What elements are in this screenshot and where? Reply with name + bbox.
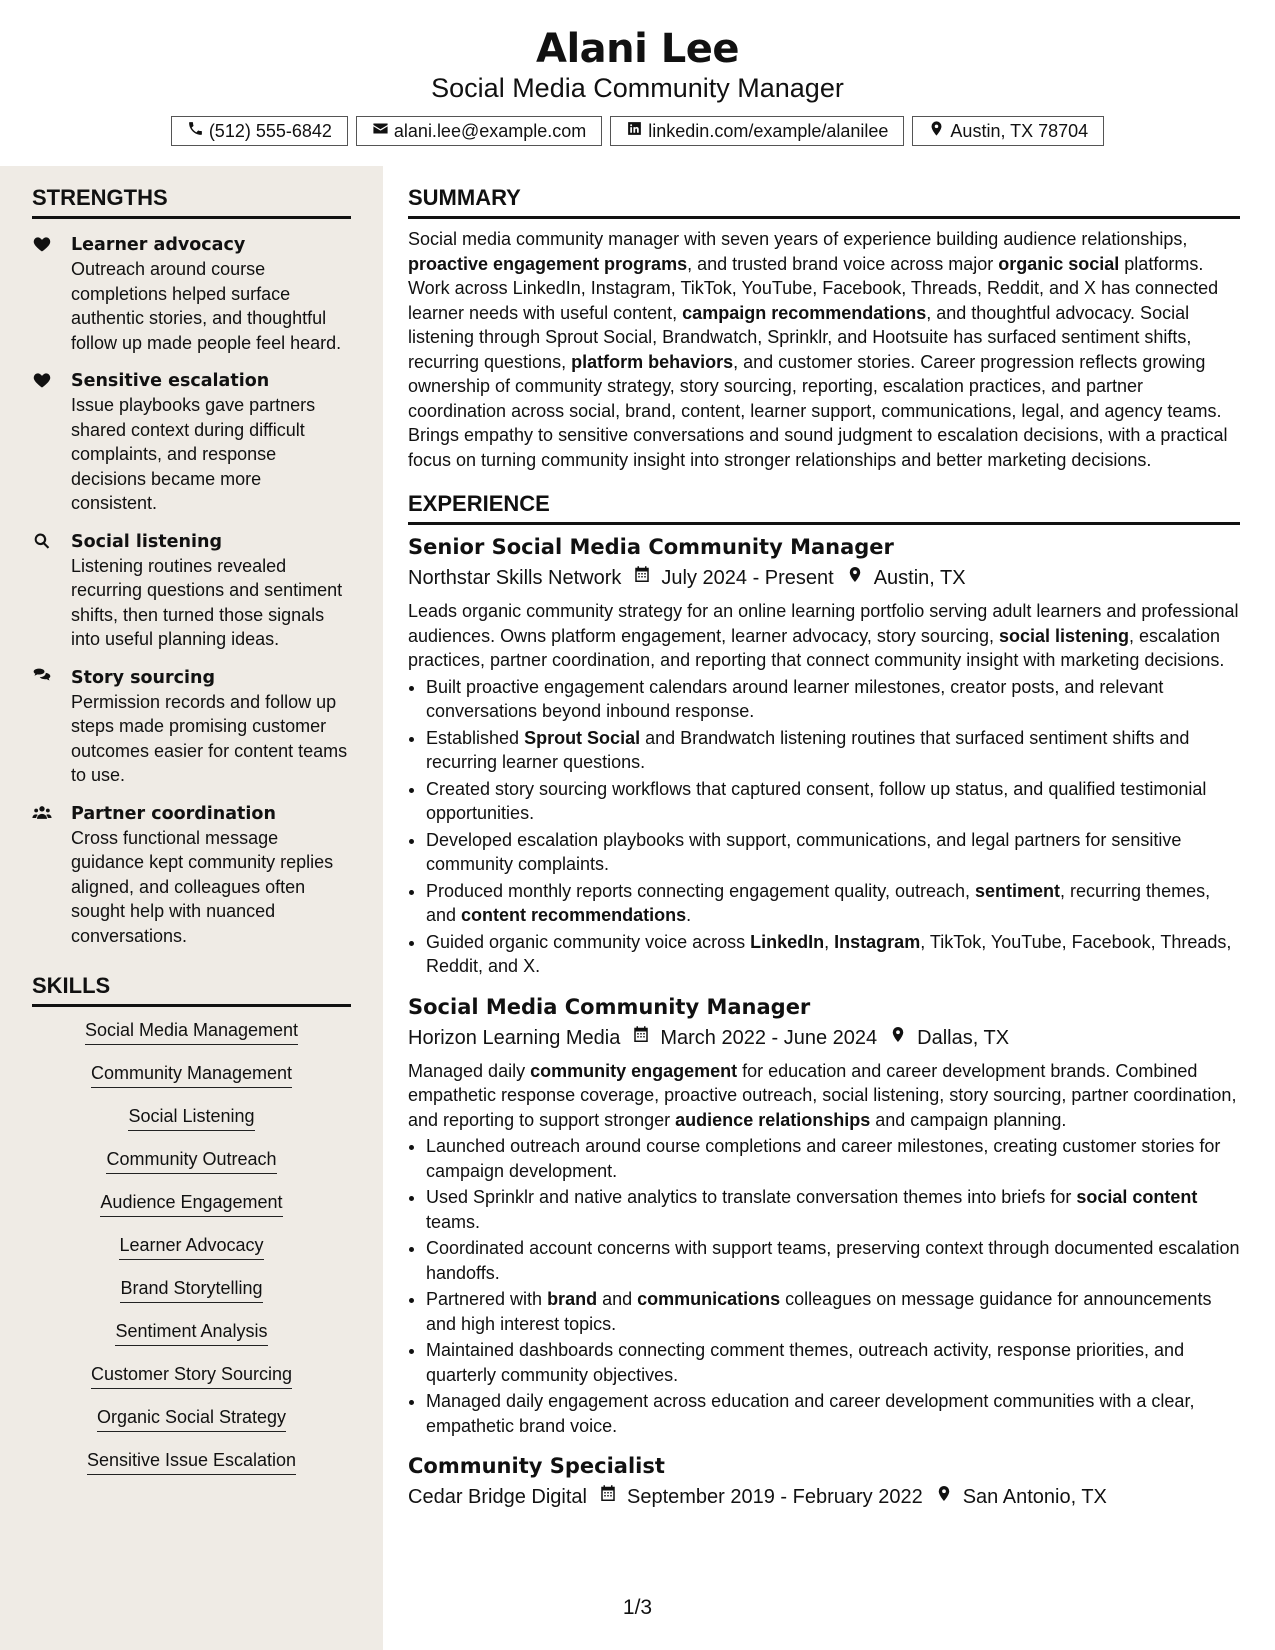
contact-location-text: Austin, TX 78704: [950, 120, 1089, 141]
phone-icon: [187, 120, 204, 142]
strength-title: Partner coordination: [71, 803, 276, 824]
bullet-item: [426, 1338, 1240, 1387]
job-meta: [408, 1482, 1240, 1512]
emphasis-text: content recommendations: [461, 905, 687, 925]
text-run: Used Sprinklr and native analytics to translate conversation themes into briefs for: [426, 1187, 1077, 1207]
text-run: for education and career development brands. Combined empathetic response coverage, proactive outreach, social listening, story sourcing, partner coordination, and reporting to support stronger: [408, 1060, 1237, 1130]
company-name: Cedar Bridge Digital: [408, 1486, 587, 1508]
main-column: [408, 166, 1240, 1512]
text-run: colleagues on message guidance for announcements and high interest topics.: [426, 1289, 1212, 1334]
bullet-item: [426, 1185, 1240, 1234]
search-icon: [32, 531, 54, 551]
strength-description: Permission records and follow up steps made promising customer outcomes easier for content teams to use.: [71, 691, 348, 785]
bullet-item: [426, 930, 1240, 979]
contact-phone-text: (512) 555-6842: [208, 120, 332, 141]
comments-icon: [32, 667, 54, 687]
emphasis-text: Instagram: [834, 931, 921, 952]
text-run: and campaign planning.: [870, 1109, 1067, 1130]
strength-title: Sensitive escalation: [71, 371, 270, 391]
linkedin-icon: [626, 120, 643, 142]
contact-phone[interactable]: [171, 116, 348, 146]
text-run: Built proactive engagement calendars around learner milestones, creator posts, and relevant conversations beyond inbound response.: [426, 676, 1164, 721]
job-entry: [408, 993, 1240, 1439]
skill-item: Sentiment Analysis: [115, 1320, 267, 1346]
map-pin-icon: [928, 120, 945, 142]
strength-item: [32, 369, 351, 516]
text-run: teams.: [426, 1211, 481, 1232]
skill-item: Customer Story Sourcing: [91, 1363, 292, 1389]
text-run: .: [686, 905, 692, 925]
emphasis-text: platform behaviors: [571, 351, 734, 372]
emphasis-text: community engagement: [530, 1060, 738, 1081]
job-title: Senior Social Media Community Manager: [408, 535, 894, 559]
text-run: Developed escalation playbooks with support, communications, and legal partners for sensitive community complaints.: [426, 829, 1182, 874]
text-run: , escalation practices, partner coordination, and reporting that connect community insight with marketing decisions.: [408, 625, 1225, 670]
emphasis-text: Sprout Social: [524, 727, 641, 748]
emphasis-text: communications: [637, 1289, 781, 1309]
skill-item: Sensitive Issue Escalation: [87, 1449, 296, 1475]
calendar-icon: [620, 1023, 660, 1053]
skill-item: Learner Advocacy: [119, 1234, 263, 1260]
job-title: Social Media Community Manager: [408, 994, 811, 1019]
emphasis-text: social content: [1076, 1187, 1198, 1207]
calendar-icon: [587, 1482, 627, 1512]
emphasis-text: sentiment: [975, 880, 1061, 901]
resume-header: [0, 0, 1275, 146]
text-run: , and customer stories. Career progression reflects growing ownership of community strategy, story sourcing, reporting, escalation practices, and partner coordination across social, brand, content, learner support, communications, legal, and agency teams. Brings empathy to sensitive conversations and sound judgment to escalation decisions, with a practical focus on turning community insight into stronger relationships and better marketing decisions.: [408, 351, 1228, 470]
bullet-item: [426, 1389, 1240, 1438]
calendar-icon: [621, 563, 661, 593]
text-run: Partnered with: [426, 1289, 548, 1309]
text-run: and: [597, 1289, 638, 1309]
skill-item: Audience Engagement: [100, 1191, 282, 1217]
job-meta: [408, 1023, 1240, 1053]
skill-item: Organic Social Strategy: [97, 1406, 286, 1432]
map-pin-icon: [877, 1023, 917, 1053]
job-bullets: [408, 675, 1240, 979]
envelope-icon: [372, 120, 389, 142]
skills-heading: SKILLS: [32, 972, 351, 1007]
skill-item: Community Management: [91, 1062, 292, 1088]
contact-linkedin-text: linkedin.com/example/alanilee: [648, 120, 889, 141]
emphasis-text: LinkedIn: [750, 931, 825, 952]
job-entry: [408, 533, 1240, 979]
strength-title: Story sourcing: [71, 667, 216, 688]
text-run: Leads organic community strategy for an online learning portfolio serving adult learners and professional audiences. Owns platform engagement, learner advocacy, story sourcing,: [408, 601, 1239, 646]
job-dates: September 2019 - February 2022: [626, 1486, 923, 1508]
strength-item: [32, 233, 351, 355]
text-run: Produced monthly reports connecting engagement quality, outreach,: [426, 880, 975, 901]
users-icon: [32, 803, 54, 823]
text-run: Managed daily: [408, 1060, 531, 1081]
bullet-item: [426, 1287, 1240, 1336]
bullet-item: [426, 675, 1240, 724]
heart-icon: [32, 370, 54, 390]
job-title: Community Specialist: [408, 1454, 665, 1478]
experience-list: [408, 533, 1240, 1512]
strength-title: Learner advocacy: [71, 235, 246, 255]
bullet-item: [426, 1236, 1240, 1285]
text-run: , recurring themes, and: [426, 880, 1211, 925]
strengths-heading: STRENGTHS: [32, 184, 351, 219]
bullet-item: [426, 777, 1240, 826]
bullet-item: [426, 1134, 1240, 1183]
strength-item: [32, 802, 351, 949]
emphasis-text: social listening: [998, 625, 1130, 646]
contact-bar: [0, 116, 1275, 146]
text-run: Maintained dashboards connecting comment themes, outreach activity, response priorities, and quarterly community objectives.: [426, 1340, 1185, 1385]
page-number: 1/3: [622, 1596, 653, 1619]
text-run: platforms. Work across LinkedIn, Instagram, TikTok, YouTube, Facebook, Threads, Reddit, and X has connected learner needs with useful content,: [408, 253, 1219, 323]
text-run: Established: [426, 727, 525, 748]
text-run: , and thoughtful advocacy. Social listening through Sprout Social, Brandwatch, Sprinklr, and Hootsuite has surfaced sentiment shifts, recurring questions,: [408, 302, 1192, 372]
emphasis-text: campaign recommendations: [682, 302, 927, 323]
map-pin-icon: [923, 1482, 963, 1512]
text-run: Created story sourcing workflows that captured consent, follow up status, and qualified testimonial opportunities.: [426, 778, 1207, 823]
text-run: Launched outreach around course completions and career milestones, creating customer stories for campaign development.: [426, 1136, 1221, 1181]
strength-item: [32, 666, 351, 788]
strength-title: Social listening: [71, 531, 222, 552]
text-run: , TikTok, YouTube, Facebook, Threads, Reddit, and X.: [426, 931, 1232, 976]
skill-item: Brand Storytelling: [120, 1277, 262, 1303]
text-run: and Brandwatch listening routines that surfaced sentiment shifts and recurring learner questions.: [426, 727, 1190, 772]
contact-email-text: alani.lee@example.com: [393, 120, 587, 141]
heart-icon: [32, 234, 54, 254]
strength-item: [32, 530, 351, 652]
text-run: Managed daily engagement across education and career development communities with a clear, empathetic brand voice.: [426, 1391, 1195, 1436]
emphasis-text: organic social: [998, 253, 1120, 274]
strength-description: Cross functional message guidance kept community replies aligned, and colleagues often sought help with nuanced conversations.: [71, 827, 334, 946]
job-meta: [408, 563, 1240, 593]
text-run: , and trusted brand voice across major: [687, 253, 999, 274]
contact-linkedin[interactable]: [610, 116, 904, 146]
skill-item: Social Listening: [128, 1105, 254, 1131]
job-location: Austin, TX: [873, 567, 966, 589]
text-run: Social media community manager with seven years of experience building audience relationships,: [408, 229, 1188, 249]
job-description: [408, 599, 1240, 673]
candidate-name: Alani Lee: [535, 26, 740, 72]
map-pin-icon: [834, 563, 874, 593]
company-name: Horizon Learning Media: [408, 1026, 621, 1049]
strength-description: Listening routines revealed recurring questions and sentiment shifts, then turned those signals into useful planning ideas.: [71, 555, 343, 649]
job-dates: March 2022 - June 2024: [660, 1026, 878, 1049]
bullet-item: [426, 726, 1240, 775]
sidebar: [0, 166, 383, 1650]
job-dates: July 2024 - Present: [661, 567, 834, 589]
summary-text: [408, 227, 1240, 472]
job-entry: [408, 1452, 1240, 1512]
contact-location[interactable]: [912, 116, 1104, 146]
strength-description: Issue playbooks gave partners shared context during difficult complaints, and response decisions became more consistent.: [71, 395, 316, 513]
candidate-title: Social Media Community Manager: [431, 73, 844, 103]
experience-heading: EXPERIENCE: [408, 490, 1240, 525]
job-location: San Antonio, TX: [962, 1486, 1107, 1508]
bullet-item: [426, 828, 1240, 877]
company-name: Northstar Skills Network: [408, 567, 622, 589]
text-run: Guided organic community voice across: [426, 931, 751, 952]
skills-list: [32, 1019, 351, 1492]
job-location: Dallas, TX: [917, 1026, 1010, 1049]
skill-item: Community Outreach: [106, 1148, 276, 1174]
text-run: ,: [824, 931, 835, 952]
job-bullets: [408, 1134, 1240, 1438]
strength-description: Outreach around course completions helped surface authentic stories, and thoughtful follow up made people feel heard.: [71, 259, 342, 353]
summary-heading: SUMMARY: [408, 184, 1240, 219]
bullet-item: [426, 879, 1240, 928]
strengths-list: [32, 233, 351, 948]
emphasis-text: brand: [547, 1289, 598, 1309]
skill-item: Social Media Management: [85, 1019, 298, 1045]
contact-email[interactable]: [356, 116, 602, 146]
text-run: Coordinated account concerns with support teams, preserving context through documented escalation handoffs.: [426, 1238, 1240, 1283]
job-description: [408, 1059, 1240, 1133]
emphasis-text: proactive engagement programs: [408, 253, 688, 274]
emphasis-text: audience relationships: [675, 1109, 871, 1130]
